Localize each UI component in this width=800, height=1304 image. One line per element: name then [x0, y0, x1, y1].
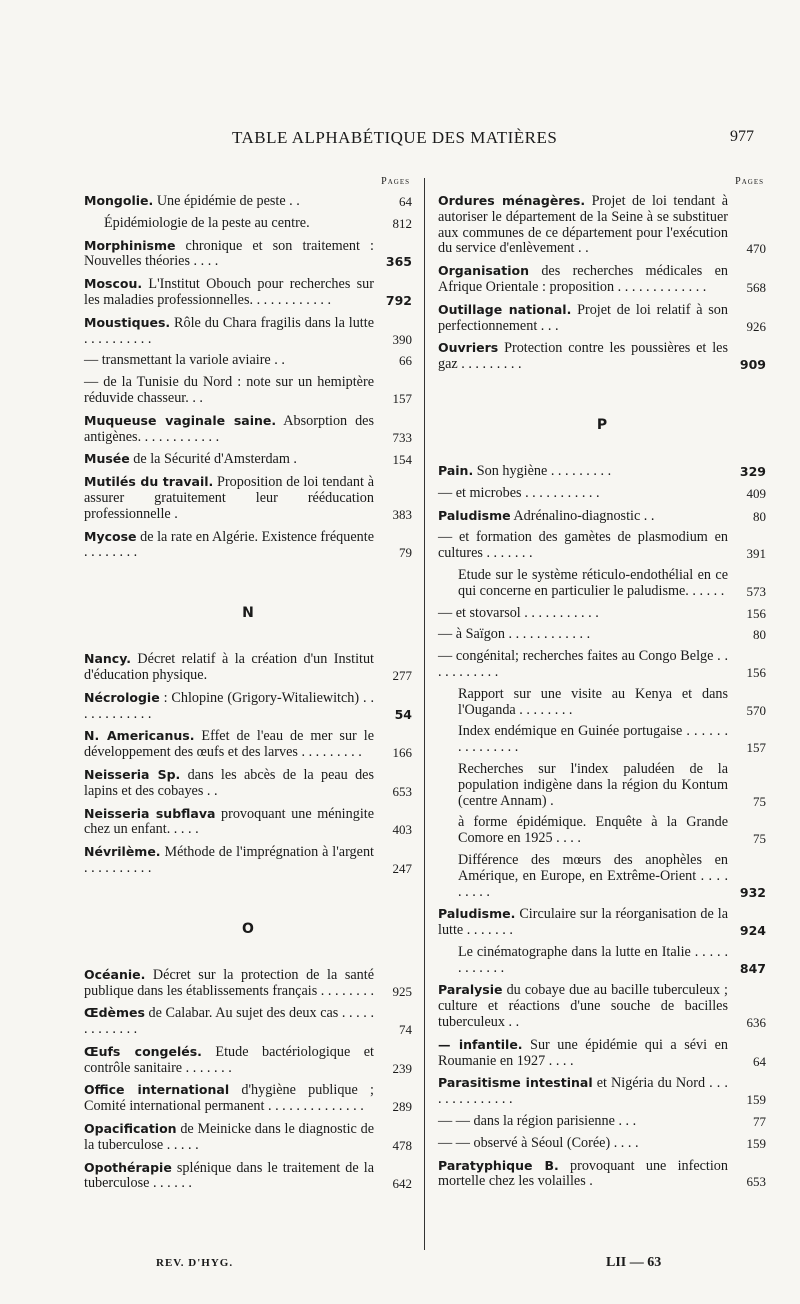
entry-description: — et stovarsol . . . . . . . . . . .	[438, 604, 599, 621]
section-letter: O	[242, 920, 254, 937]
entry-term: Œdèmes	[84, 1005, 145, 1021]
index-entry	[438, 1114, 766, 1130]
index-entry	[84, 1082, 412, 1115]
entry-text	[84, 238, 374, 271]
entry-term: — infantile.	[438, 1036, 523, 1052]
entry-description: Différence des mœurs des anophèles en Amérique, en Europe, en Extrême-Orient . . . . . . . . .	[458, 851, 728, 900]
index-entry	[84, 1160, 412, 1193]
entry-description: d'hygiène publique ; Comité international permanent . . . . . . . . . . . . . .	[84, 1082, 374, 1115]
entry-page-number: 277	[392, 667, 412, 683]
entry-term: Musée	[84, 451, 130, 467]
entry-description: chronique et son traitement : Nouvelles théories . . . .	[84, 237, 374, 270]
entry-text	[84, 451, 374, 468]
index-entry	[438, 463, 766, 480]
index-entry	[84, 216, 412, 232]
entry-description: — et microbes . . . . . . . . . . .	[438, 484, 600, 501]
entry-text	[438, 302, 728, 335]
index-entry	[438, 568, 766, 600]
entry-page-number: 159	[746, 1092, 766, 1108]
entry-page-number: 157	[746, 740, 766, 756]
entry-description: Sur une épidémie qui a sévi en Roumanie en 1927 . . . .	[438, 1036, 728, 1069]
index-entry	[438, 1136, 766, 1152]
entry-term: Morphinisme	[84, 237, 176, 253]
entry-page-number: 74	[399, 1022, 412, 1038]
index-entry	[84, 375, 412, 407]
entry-description: Circulaire sur la réorganisation de la lutte . . . . . . .	[438, 906, 728, 939]
entry-page-number: 924	[739, 923, 766, 939]
journal-footer: REV. D'HYG.	[156, 1257, 234, 1269]
entry-description: — transmettant la variole aviaire . .	[84, 352, 285, 369]
entry-page-number: 568	[746, 279, 766, 295]
entry-description: Le cinématographe dans la lutte en Italie . . . . . . . . . . . .	[458, 943, 728, 976]
entry-description: à forme épidémique. Enquête à la Grande Comore en 1925 . . . .	[458, 814, 728, 847]
entry-description: Projet de loi relatif à son perfectionnement . . .	[438, 301, 728, 334]
entry-text	[438, 1075, 728, 1108]
entry-description: — et formation des gamètes de plasmodium en cultures . . . . . . .	[438, 529, 728, 562]
entry-page-number: 154	[392, 452, 412, 468]
entry-text	[84, 413, 374, 446]
entry-term: Neisseria Sp.	[84, 766, 181, 782]
entry-description: Décret sur la protection de la santé publique dans les établissements français . . . . . . . .	[84, 966, 374, 999]
index-entry	[438, 193, 766, 257]
entry-text	[438, 1136, 728, 1152]
index-entry	[84, 353, 412, 369]
index-entry	[438, 945, 766, 977]
index-entry	[84, 728, 412, 761]
entry-description: Décret relatif à la création d'un Institut d'éducation physique.	[84, 651, 374, 683]
entry-term: N. Americanus.	[84, 728, 195, 744]
entry-description: Méthode de l'imprégnation à l'argent . . . . . . . . . .	[84, 844, 374, 876]
entry-page-number: 75	[753, 831, 766, 847]
index-entry	[438, 486, 766, 502]
entry-term: Neisseria subflava	[84, 805, 216, 821]
index-entry	[438, 649, 766, 681]
entry-page-number: 289	[392, 1099, 412, 1115]
entry-text	[84, 1160, 374, 1193]
entry-text	[104, 216, 374, 232]
entry-description: Etude bactériologique et contrôle sanitaire . . . . . . .	[84, 1043, 374, 1076]
entry-text	[438, 340, 728, 373]
entry-term: Paratyphique B.	[438, 1157, 559, 1173]
entry-description: L'Institut Obouch pour recherches sur les maladies professionnelles. . . . . . . . . . . .	[84, 276, 374, 308]
entry-description: : Chlopine (Grigory-Witaliewitch) . . . . . . . . . . . .	[84, 689, 374, 722]
entry-description: Protection contre les poussières et les gaz . . . . . . . . .	[438, 340, 728, 373]
index-entry	[84, 238, 412, 271]
entry-term: Muqueuse vaginale saine.	[84, 412, 277, 428]
entry-page-number: 792	[385, 292, 412, 308]
entry-page-number: 653	[746, 1174, 766, 1190]
volume-footer: LII — 63	[606, 1255, 662, 1270]
entry-page-number: 157	[392, 390, 412, 406]
entry-term: Ordures ménagères.	[438, 193, 586, 208]
index-entry	[438, 1037, 766, 1070]
index-entry	[84, 315, 412, 348]
entry-description: dans les abcès de la peau des lapins et des cobayes . .	[84, 766, 374, 799]
entry-text	[438, 486, 728, 502]
entry-term: Mycose	[84, 528, 137, 544]
entry-description: Etude sur le système réticulo-endothélial en ce qui concerne en particulier le paludisme. . . . . .	[458, 566, 728, 599]
index-entry	[84, 767, 412, 800]
entry-text	[458, 568, 728, 600]
entry-page-number: 66	[399, 353, 412, 369]
entry-description: provoquant une infection mortelle chez les volailles .	[438, 1157, 728, 1190]
entry-page-number: 909	[739, 357, 766, 373]
entry-text	[84, 728, 374, 761]
entry-description: — — observé à Séoul (Corée) . . . .	[438, 1134, 639, 1151]
entry-description: provoquant une méningite chez un enfant. . . . .	[84, 805, 374, 838]
entry-description: du cobaye due au bacille tuberculeux ; culture et réactions d'une souche de bacilles tuberculeux . .	[438, 982, 728, 1031]
entry-text	[438, 530, 728, 562]
entry-text	[438, 1158, 728, 1191]
entry-page-number: 391	[746, 546, 766, 562]
entry-text	[84, 767, 374, 800]
entry-text	[84, 276, 374, 309]
column-divider	[424, 178, 425, 1250]
entry-term: Nancy.	[84, 651, 131, 667]
index-entry	[438, 724, 766, 756]
entry-term: Nécrologie	[84, 689, 160, 705]
entry-text	[438, 193, 728, 257]
index-entry	[84, 1044, 412, 1077]
index-entry	[84, 413, 412, 446]
entry-text	[84, 1121, 374, 1154]
index-entry	[84, 651, 412, 684]
page-title: TABLE ALPHABÉTIQUE DES MATIÈRES	[232, 128, 558, 147]
right-entries	[438, 193, 766, 1190]
entry-page-number: 64	[753, 1053, 766, 1069]
entry-term: Organisation	[438, 263, 529, 279]
entry-text	[84, 375, 374, 407]
entry-description: Projet de loi tendant à autoriser le département de la Seine à se substituer aux communes de ce département pour l'exécution du service d'enlèvement . .	[438, 193, 728, 257]
entry-description: Épidémiologie de la peste au centre.	[104, 214, 310, 231]
entry-page-number: 239	[392, 1060, 412, 1076]
entry-text	[438, 906, 728, 939]
entry-text	[84, 1082, 374, 1115]
entry-page-number: 403	[392, 822, 412, 838]
entry-page-number: 642	[392, 1176, 412, 1192]
index-entry	[84, 1121, 412, 1154]
entry-page-number: 80	[753, 627, 766, 643]
index-entry	[84, 276, 412, 309]
entry-page-number: 156	[746, 605, 766, 621]
entry-description: — de la Tunisie du Nord : note sur un hemiptère réduvide chasseur. . .	[84, 374, 374, 406]
entry-text	[458, 853, 728, 900]
entry-term: Moustiques.	[84, 314, 171, 330]
entry-description: Une épidémie de peste . .	[153, 193, 300, 209]
entry-term: Paludisme	[438, 507, 511, 523]
index-entry	[84, 844, 412, 877]
entry-text	[84, 193, 374, 210]
entry-term: Mutilés du travail.	[84, 474, 214, 490]
entry-page-number: 653	[392, 783, 412, 799]
entry-text	[84, 1044, 374, 1077]
entry-page-number: 64	[399, 194, 412, 209]
entry-page-number: 478	[392, 1137, 412, 1153]
entry-term: Œufs congelés.	[84, 1043, 202, 1059]
entry-page-number: 733	[392, 429, 412, 445]
entry-description: — — dans la région parisienne . . .	[438, 1113, 637, 1130]
entry-description: Index endémique en Guinée portugaise . . . . . . . . . . . . . . .	[458, 723, 728, 756]
entry-text	[458, 687, 728, 719]
entry-page-number: 636	[746, 1015, 766, 1031]
index-entry	[84, 474, 412, 522]
index-entry	[438, 1158, 766, 1191]
entry-term: Océanie.	[84, 966, 146, 982]
entry-term: Office international	[84, 1082, 230, 1098]
index-entry	[84, 967, 412, 1000]
entry-text	[438, 263, 728, 296]
index-entry	[438, 815, 766, 847]
left-entries	[84, 193, 412, 1192]
index-entry	[438, 263, 766, 296]
entry-text	[84, 353, 374, 369]
entry-text	[458, 724, 728, 756]
entry-text	[458, 815, 728, 847]
entry-page-number: 156	[746, 664, 766, 680]
entry-page-number: 812	[392, 215, 412, 231]
entry-text	[438, 627, 728, 643]
entry-term: Paralysie	[438, 982, 503, 998]
entry-term: Pain.	[438, 462, 474, 478]
index-entry	[438, 687, 766, 719]
entry-page-number: 159	[746, 1135, 766, 1151]
index-entry	[438, 302, 766, 335]
entry-page-number: 847	[739, 960, 766, 976]
entry-description: Proposition de loi tendant à assurer gratuitement leur rééducation professionnelle .	[84, 474, 374, 522]
section-letter: P	[596, 416, 608, 433]
index-entry	[84, 451, 412, 468]
index-entry	[84, 806, 412, 839]
pages-column-label: Pages	[381, 176, 410, 187]
index-entry	[438, 853, 766, 900]
pages-column-label: Pages	[735, 176, 764, 187]
entry-text	[84, 474, 374, 522]
entry-description: Effet de l'eau de mer sur le développement des œufs et des larves . . . . . . . . .	[84, 728, 374, 761]
entry-description: — congénital; recherches faites au Congo Belge . . . . . . . . . . .	[438, 648, 728, 680]
entry-text	[84, 806, 374, 839]
entry-page-number: 166	[392, 745, 412, 761]
index-entry	[438, 627, 766, 643]
index-entry	[438, 906, 766, 939]
entry-text	[84, 315, 374, 348]
entry-description: des recherches médicales en Afrique Orientale : proposition . . . . . . . . . . . . .	[438, 263, 728, 295]
entry-description: — à Saïgon . . . . . . . . . . . .	[438, 626, 591, 643]
page-number: 977	[730, 128, 754, 145]
entry-description: Son hygiène . . . . . . . . .	[473, 462, 612, 479]
entry-page-number: 365	[385, 254, 412, 270]
index-entry	[84, 1005, 412, 1038]
entry-description: Adrénalino-diagnostic . .	[510, 507, 655, 524]
entry-text	[84, 967, 374, 1000]
entry-page-number: 79	[399, 545, 412, 561]
entry-page-number: 247	[392, 860, 412, 876]
entry-term: Névrilème.	[84, 844, 161, 860]
entry-text	[84, 1005, 374, 1038]
entry-page-number: 77	[753, 1114, 766, 1130]
entry-page-number: 573	[746, 583, 766, 599]
index-entry	[438, 530, 766, 562]
entry-text	[438, 982, 728, 1030]
index-entry	[438, 606, 766, 622]
entry-description: de la Sécurité d'Amsterdam .	[129, 451, 297, 468]
left-column	[84, 176, 412, 1198]
entry-page-number: 409	[746, 485, 766, 501]
entry-description: Recherches sur l'index paludéen de la population indigène dans la région du Kontum (centre Annam) .	[458, 760, 728, 809]
entry-term: Opothérapie	[84, 1159, 172, 1175]
entry-term: Opacification	[84, 1121, 177, 1137]
entry-page-number: 390	[392, 331, 412, 347]
entry-description: Absorption des antigènes. . . . . . . . . . . .	[84, 412, 374, 445]
entry-term: Paludisme.	[438, 906, 516, 922]
entry-page-number: 75	[753, 793, 766, 809]
entry-term: Outillage national.	[438, 301, 572, 317]
entry-text	[84, 651, 374, 684]
index-entry	[438, 982, 766, 1030]
index-entry	[438, 1075, 766, 1108]
entry-text	[438, 463, 728, 480]
entry-text	[438, 649, 728, 681]
entry-term: Parasitisme intestinal	[438, 1075, 593, 1091]
index-entry	[84, 193, 412, 210]
entry-description: de la rate en Algérie. Existence fréquente . . . . . . . .	[84, 528, 374, 561]
index-entry	[438, 762, 766, 809]
entry-description: splénique dans le traitement de la tuberculose . . . . . .	[84, 1159, 374, 1192]
index-entry	[84, 529, 412, 562]
entry-page-number: 470	[746, 241, 766, 257]
entry-text	[438, 508, 728, 525]
index-entry	[438, 508, 766, 525]
entry-term: Moscou.	[84, 276, 143, 292]
section-letter: N	[242, 605, 254, 622]
right-column	[438, 176, 766, 1196]
entry-text	[458, 762, 728, 809]
entry-page-number: 383	[392, 506, 412, 522]
entry-text	[84, 690, 374, 723]
entry-description: et Nigéria du Nord . . . . . . . . . . . . . .	[438, 1075, 728, 1108]
entry-term: Mongolie.	[84, 193, 154, 208]
entry-page-number: 54	[394, 706, 412, 722]
entry-text	[84, 529, 374, 562]
entry-text	[84, 844, 374, 877]
index-entry	[84, 690, 412, 723]
entry-description: Rapport sur une visite au Kenya et dans l'Ouganda . . . . . . . .	[458, 685, 728, 718]
entry-description: de Calabar. Au sujet des deux cas . . . . . . . . . . . . .	[84, 1005, 374, 1038]
entry-page-number: 926	[746, 318, 766, 334]
entry-text	[458, 945, 728, 977]
entry-page-number: 570	[746, 702, 766, 718]
entry-text	[438, 1114, 728, 1130]
entry-page-number: 925	[392, 983, 412, 999]
entry-description: de Meinicke dans le diagnostic de la tuberculose . . . . .	[84, 1121, 374, 1153]
entry-page-number: 80	[753, 508, 766, 524]
entry-term: Ouvriers	[438, 340, 499, 356]
entry-text	[438, 1037, 728, 1070]
index-entry	[438, 340, 766, 373]
entry-page-number: 329	[739, 463, 766, 479]
entry-text	[438, 606, 728, 622]
entry-page-number: 932	[739, 884, 766, 900]
entry-description: Rôle du Chara fragilis dans la lutte . . . . . . . . . .	[84, 314, 374, 347]
